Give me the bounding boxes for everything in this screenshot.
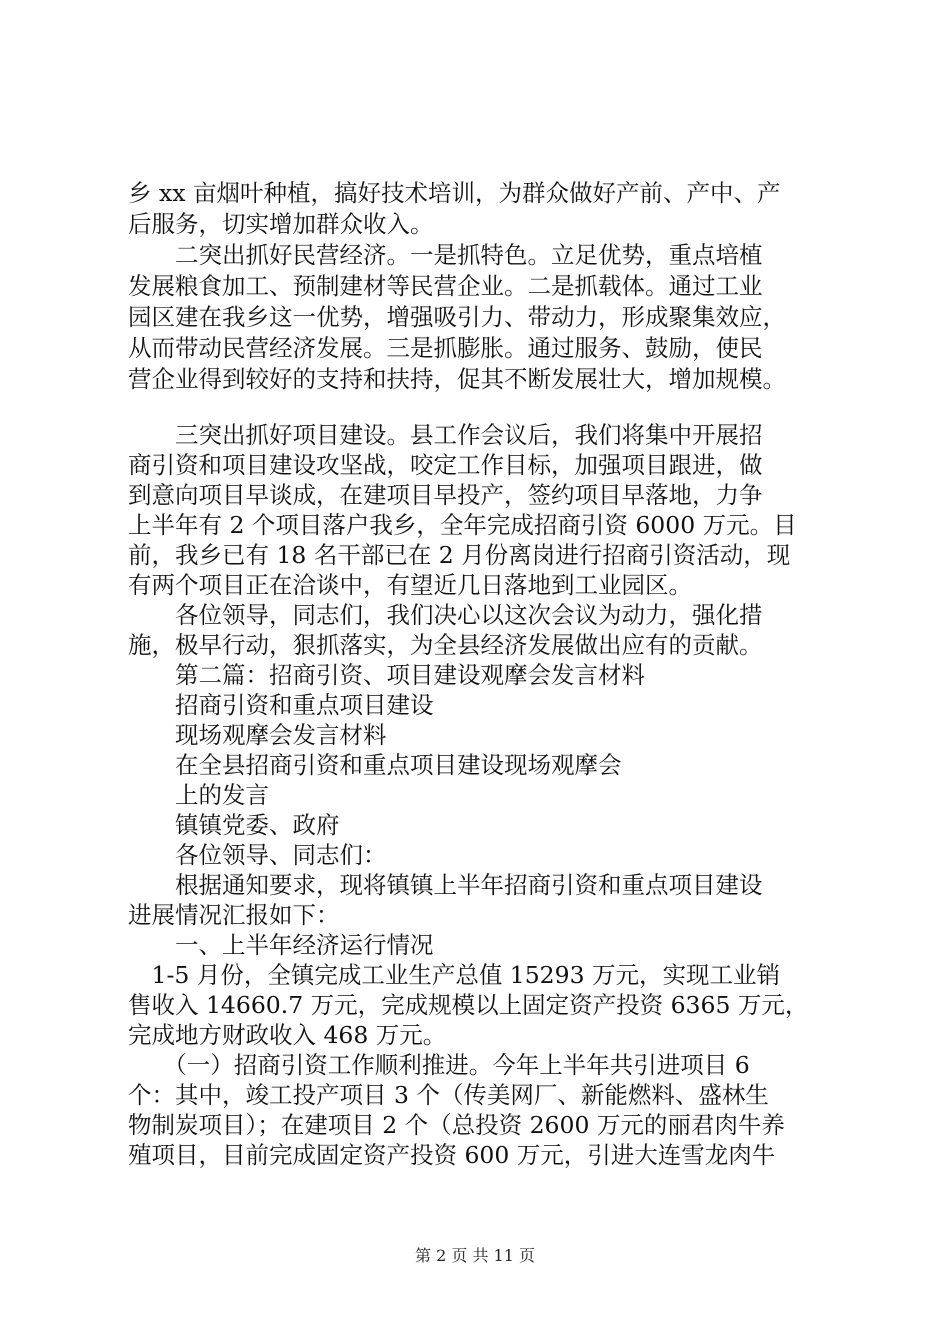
paragraph-block-top (128, 178, 840, 395)
text-line: 在全县招商引资和重点项目建设现场观摩会 (128, 751, 622, 779)
text-line: 有两个项目正在洽谈中，有望近几日落地到工业园区。 (128, 571, 692, 599)
text-line: 各位领导，同志们，我们决心以这次会议为动力，强化措 (128, 601, 763, 629)
text-line: 售收入 14660.7 万元，完成规模以上固定资产投资 6365 万元， (128, 991, 809, 1019)
text-line: 到意向项目早谈成，在建项目早投产，签约项目早落地，力争 (128, 481, 763, 509)
text-line: 根据通知要求，现将镇镇上半年招商引资和重点项目建设 (128, 871, 763, 899)
text-line: 现场观摩会发言材料 (128, 721, 387, 749)
paragraph-gap (128, 395, 840, 420)
text-line: 物制炭项目）；在建项目 2 个（总投资 2600 万元的丽君肉牛养 (128, 1111, 785, 1139)
section-heading: 第二篇：招商引资、项目建设观摩会发言材料 (128, 661, 645, 689)
text-line: 二突出抓好民营经济。一是抓特色。立足优势，重点培植 (128, 241, 763, 269)
text-line: 乡 xx 亩烟叶种植，搞好技术培训，为群众做好产前、产中、产 (128, 179, 781, 207)
paragraph-block-bottom (128, 420, 840, 1170)
text-line: 各位领导、同志们： (128, 841, 387, 869)
text-line: 从而带动民营经济发展。三是抓膨胀。通过服务、鼓励，使民 (128, 334, 763, 362)
text-line: （一）招商引资工作顺利推进。今年上半年共引进项目 6 (128, 1051, 750, 1079)
text-line: 园区建在我乡这一优势，增强吸引力、带动力，形成聚集效应， (128, 303, 786, 331)
text-line: 个：其中，竣工投产项目 3 个（传美网厂、新能燃料、盛林生 (128, 1081, 769, 1109)
text-line: 完成地方财政收入 468 万元。 (128, 1021, 447, 1049)
text-line: 上的发言 (128, 781, 269, 809)
text-line: 上半年有 2 个项目落户我乡，全年完成招商引资 6000 万元。目 (128, 511, 797, 539)
text-line: 三突出抓好项目建设。县工作会议后，我们将集中开展招 (128, 421, 763, 449)
text-line: 一、上半年经济运行情况 (128, 931, 434, 959)
text-line: 镇镇党委、政府 (128, 811, 340, 839)
text-line: 营企业得到较好的支持和扶持，促其不断发展壮大，增加规模。 (128, 365, 786, 393)
text-line: 商引资和项目建设攻坚战，咬定工作目标，加强项目跟进，做 (128, 451, 763, 479)
text-line: 招商引资和重点项目建设 (128, 691, 434, 719)
text-line: 发展粮食加工、预制建材等民营企业。二是抓载体。通过工业 (128, 272, 763, 300)
text-line: 殖项目，目前完成固定资产投资 600 万元，引进大连雪龙肉牛 (128, 1141, 776, 1169)
text-line: 前，我乡已有 18 名干部已在 2 月份离岗进行招商引资活动，现 (128, 541, 791, 569)
text-line: 后服务，切实增加群众收入。 (128, 210, 434, 238)
document-body (128, 178, 840, 1170)
text-line: 进展情况汇报如下： (128, 901, 340, 929)
text-line: 施，极早行动，狠抓落实，为全县经济发展做出应有的贡献。 (128, 631, 763, 659)
page-footer: 第 2 页 共 11 页 (415, 1246, 535, 1265)
text-line: 1-5 月份，全镇完成工业生产总值 15293 万元，实现工业销 (128, 961, 781, 989)
